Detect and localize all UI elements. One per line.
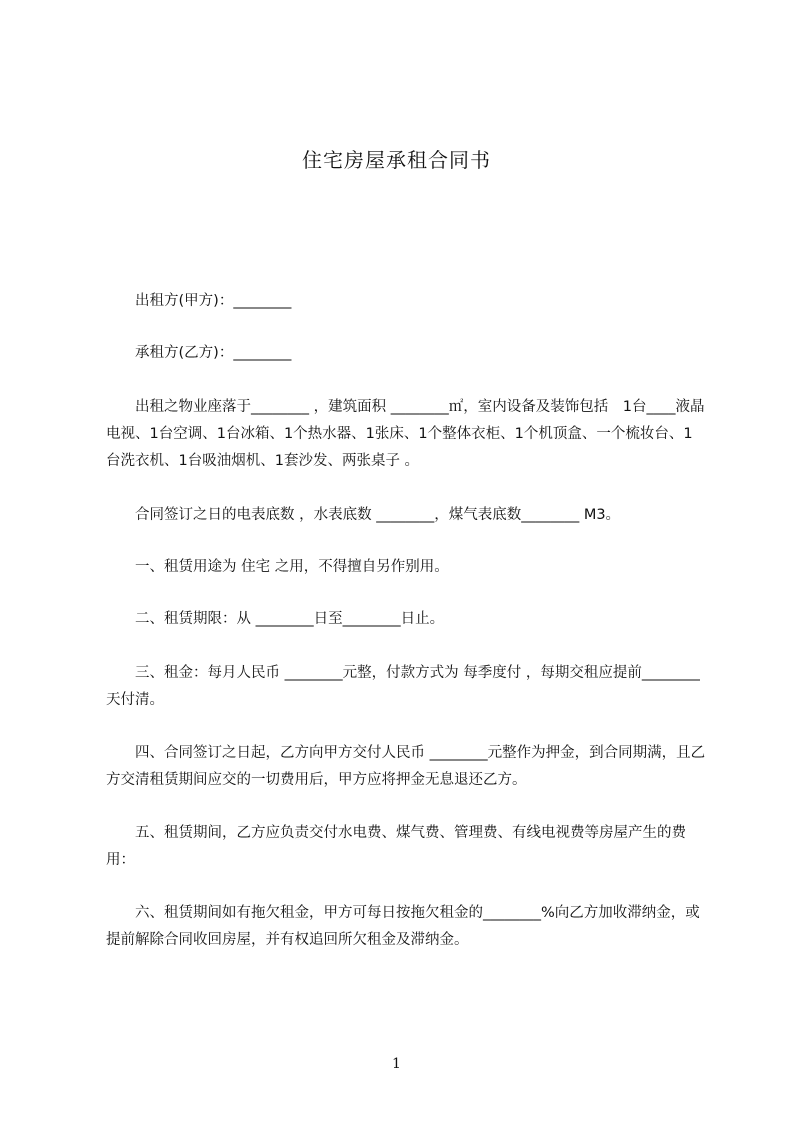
page-number: 1 [392,1056,401,1072]
clause-2: 二、租赁期限：从 ________日至________日止。 [106,611,445,627]
clause-3: 三、租金：每月人民币 ________元整，付款方式为 每季度付 ，每期交租应提前________ 天付清。 [106,665,700,708]
clause-4: 四、合同签订之日起，乙方向甲方交付人民币 ________元整作为押金，到合同期满，且乙方交清租赁期间应交的一切费用后，甲方应将押金无息退还乙方。 [106,745,706,788]
clause-5: 五、租赁期间，乙方应负责交付水电费、煤气费、管理费、有线电视费等房屋产生的费用： [106,825,686,868]
page-title: 住宅房屋承租合同书 [302,148,491,172]
clause-1: 一、租赁用途为 住宅 之用，不得擅自另作别用。 [106,559,449,575]
clause-6: 六、租赁期间如有拖欠租金，甲方可每日按拖欠租金的________%向乙方加收滞纳金，或提前解除合同收回房屋，并有权追回所欠租金及滞纳金。 [106,905,700,948]
meter-readings-paragraph: 合同签订之日的电表底数 ，水表底数 ________，煤气表底数________ M3。 [106,507,621,523]
property-paragraph: 出租之物业座落于________ ，建筑面积 ________㎡，室内设备及装饰包括 1台____液晶电视、1台空调、1台冰箱、1个热水器、1张床、1个整体衣柜、1个机顶盒、一个梳妆台、1台洗衣机、1台吸油烟机、1套沙发、两张桌子 。 [106,399,705,469]
tenant-line: 承租方(乙方)：________ [106,345,292,361]
landlord-line: 出租方(甲方)：________ [106,293,292,309]
